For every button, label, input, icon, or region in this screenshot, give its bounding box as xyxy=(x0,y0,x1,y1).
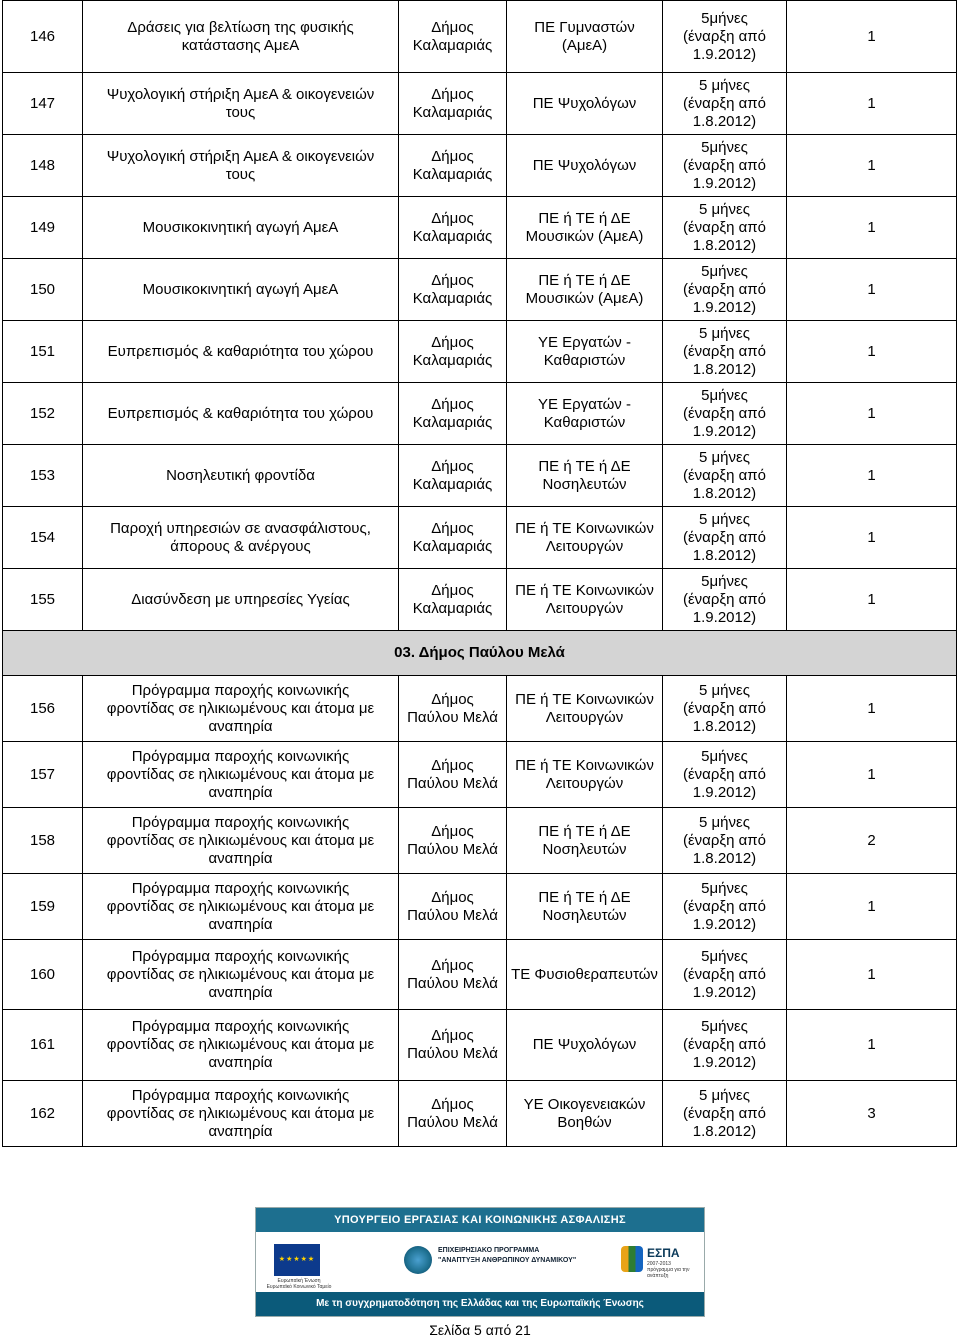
action-description: Πρόγραμμα παροχής κοινωνικής φροντίδας σε ηλικιωμένους και άτομα με αναπηρία xyxy=(83,808,399,874)
municipality: Δήμος Παύλου Μελά xyxy=(399,742,507,808)
positions-count: 1 xyxy=(787,197,957,259)
row-number: 158 xyxy=(3,808,83,874)
table-row xyxy=(3,321,957,383)
action-description: Πρόγραμμα παροχής κοινωνικής φροντίδας σε ηλικιωμένους και άτομα με αναπηρία xyxy=(83,874,399,940)
specialty: ΠΕ ή ΤΕ Κοινωνικών Λειτουργών xyxy=(507,507,663,569)
specialty: ΥΕ Οικογενειακών Βοηθών xyxy=(507,1081,663,1147)
positions-count: 1 xyxy=(787,445,957,507)
duration: 5 μήνες (έναρξη από 1.8.2012) xyxy=(663,445,787,507)
espa-name: ΕΣΠΑ xyxy=(647,1246,680,1260)
row-number: 146 xyxy=(3,1,83,73)
positions-count: 1 xyxy=(787,383,957,445)
row-number: 159 xyxy=(3,874,83,940)
table-body-pavlou-mela xyxy=(3,676,957,1147)
eu-flag-icon: ★★★★★ xyxy=(274,1244,320,1276)
row-number: 161 xyxy=(3,1010,83,1081)
table-row xyxy=(3,1,957,73)
row-number: 148 xyxy=(3,135,83,197)
specialty: ΠΕ Γυμναστών (ΑμεΑ) xyxy=(507,1,663,73)
positions-count: 1 xyxy=(787,874,957,940)
specialty: ΠΕ ή ΤΕ ή ΔΕ Νοσηλευτών xyxy=(507,808,663,874)
positions-count: 1 xyxy=(787,1,957,73)
table-row xyxy=(3,940,957,1010)
duration: 5μήνες (έναρξη από 1.9.2012) xyxy=(663,874,787,940)
specialty: ΠΕ ή ΤΕ ή ΔΕ Μουσικών (ΑμεΑ) xyxy=(507,197,663,259)
duration: 5 μήνες (έναρξη από 1.8.2012) xyxy=(663,197,787,259)
duration: 5 μήνες (έναρξη από 1.8.2012) xyxy=(663,676,787,742)
duration: 5 μήνες (έναρξη από 1.8.2012) xyxy=(663,321,787,383)
duration: 5μήνες (έναρξη από 1.9.2012) xyxy=(663,742,787,808)
action-description: Πρόγραμμα παροχής κοινωνικής φροντίδας σε ηλικιωμένους και άτομα με αναπηρία xyxy=(83,1010,399,1081)
positions-count: 1 xyxy=(787,676,957,742)
duration: 5μήνες (έναρξη από 1.9.2012) xyxy=(663,383,787,445)
section-header-body xyxy=(3,631,957,676)
action-description: Ευπρεπισμός & καθαριότητα του χώρου xyxy=(83,383,399,445)
funding-banner xyxy=(255,1207,705,1317)
specialty: ΠΕ ή ΤΕ ή ΔΕ Νοσηλευτών xyxy=(507,445,663,507)
action-description: Μουσικοκινητική αγωγή ΑμεΑ xyxy=(83,197,399,259)
specialty: ΠΕ Ψυχολόγων xyxy=(507,135,663,197)
table-row xyxy=(3,1081,957,1147)
table-row xyxy=(3,135,957,197)
action-description: Πρόγραμμα παροχής κοινωνικής φροντίδας σε ηλικιωμένους και άτομα με αναπηρία xyxy=(83,676,399,742)
cofunding-text: Με τη συγχρηματοδότηση της Ελλάδας και της Ευρωπαϊκής Ένωσης xyxy=(256,1292,704,1316)
positions-count: 1 xyxy=(787,507,957,569)
specialty: ΤΕ Φυσιοθεραπευτών xyxy=(507,940,663,1010)
municipality: Δήμος Καλαμαριάς xyxy=(399,507,507,569)
table-row xyxy=(3,507,957,569)
municipality: Δήμος Παύλου Μελά xyxy=(399,940,507,1010)
eu-caption: Ευρωπαϊκή Ένωση Ευρωπαϊκό Κοινωνικό Ταμείο xyxy=(266,1278,332,1290)
row-number: 155 xyxy=(3,569,83,631)
section-title: 03. Δήμος Παύλου Μελά xyxy=(3,631,957,676)
municipality: Δήμος Παύλου Μελά xyxy=(399,874,507,940)
action-description: Ψυχολογική στήριξη ΑμεΑ & οικογενειών τους xyxy=(83,73,399,135)
municipality: Δήμος Παύλου Μελά xyxy=(399,676,507,742)
espa-subtitle: 2007-2013 πρόγραμμα για την ανάπτυξη xyxy=(647,1261,690,1279)
action-description: Δράσεις για βελτίωση της φυσικής κατάστασης ΑμεΑ xyxy=(83,1,399,73)
row-number: 149 xyxy=(3,197,83,259)
table-row xyxy=(3,445,957,507)
table-row xyxy=(3,808,957,874)
municipality: Δήμος Καλαμαριάς xyxy=(399,73,507,135)
specialty: ΥΕ Εργατών - Καθαριστών xyxy=(507,321,663,383)
duration: 5 μήνες (έναρξη από 1.8.2012) xyxy=(663,73,787,135)
positions-count: 1 xyxy=(787,742,957,808)
row-number: 154 xyxy=(3,507,83,569)
specialty: ΠΕ Ψυχολόγων xyxy=(507,73,663,135)
action-description: Μουσικοκινητική αγωγή ΑμεΑ xyxy=(83,259,399,321)
positions-count: 3 xyxy=(787,1081,957,1147)
positions-count: 1 xyxy=(787,1010,957,1081)
duration: 5μήνες (έναρξη από 1.9.2012) xyxy=(663,1010,787,1081)
table-row xyxy=(3,569,957,631)
specialty: ΠΕ ή ΤΕ Κοινωνικών Λειτουργών xyxy=(507,676,663,742)
program-logo-icon xyxy=(404,1246,432,1274)
page-number: Σελίδα 5 από 21 xyxy=(429,1322,531,1338)
specialty: ΠΕ ή ΤΕ Κοινωνικών Λειτουργών xyxy=(507,742,663,808)
program-title: ΕΠΙΧΕΙΡΗΣΙΑΚΟ ΠΡΟΓΡΑΜΜΑ "ΑΝΑΠΤΥΞΗ ΑΝΘΡΩΠΙΝΟΥ ΔΥΝΑΜΙΚΟΥ" xyxy=(438,1247,577,1264)
action-description: Πρόγραμμα παροχής κοινωνικής φροντίδας σε ηλικιωμένους και άτομα με αναπηρία xyxy=(83,940,399,1010)
row-number: 153 xyxy=(3,445,83,507)
row-number: 150 xyxy=(3,259,83,321)
table-row xyxy=(3,1010,957,1081)
municipality: Δήμος Καλαμαριάς xyxy=(399,259,507,321)
positions-count: 1 xyxy=(787,569,957,631)
municipality: Δήμος Καλαμαριάς xyxy=(399,383,507,445)
action-description: Πρόγραμμα παροχής κοινωνικής φροντίδας σε ηλικιωμένους και άτομα με αναπηρία xyxy=(83,1081,399,1147)
specialty: ΠΕ Ψυχολόγων xyxy=(507,1010,663,1081)
duration: 5 μήνες (έναρξη από 1.8.2012) xyxy=(663,808,787,874)
positions-count: 1 xyxy=(787,135,957,197)
duration: 5μήνες (έναρξη από 1.9.2012) xyxy=(663,569,787,631)
action-description: Ψυχολογική στήριξη ΑμεΑ & οικογενειών τους xyxy=(83,135,399,197)
specialty: ΥΕ Εργατών - Καθαριστών xyxy=(507,383,663,445)
table-body-kalamaria xyxy=(3,1,957,631)
table-row xyxy=(3,383,957,445)
row-number: 162 xyxy=(3,1081,83,1147)
action-description: Διασύνδεση με υπηρεσίες Υγείας xyxy=(83,569,399,631)
specialty: ΠΕ ή ΤΕ ή ΔΕ Νοσηλευτών xyxy=(507,874,663,940)
duration: 5μήνες (έναρξη από 1.9.2012) xyxy=(663,940,787,1010)
action-description: Πρόγραμμα παροχής κοινωνικής φροντίδας σε ηλικιωμένους και άτομα με αναπηρία xyxy=(83,742,399,808)
positions-table xyxy=(2,0,957,1147)
table-row xyxy=(3,197,957,259)
positions-count: 1 xyxy=(787,940,957,1010)
municipality: Δήμος Καλαμαριάς xyxy=(399,445,507,507)
municipality: Δήμος Καλαμαριάς xyxy=(399,135,507,197)
duration: 5μήνες (έναρξη από 1.9.2012) xyxy=(663,1,787,73)
action-description: Παροχή υπηρεσιών σε ανασφάλιστους, άπορους & ανέργους xyxy=(83,507,399,569)
municipality: Δήμος Καλαμαριάς xyxy=(399,197,507,259)
action-description: Ευπρεπισμός & καθαριότητα του χώρου xyxy=(83,321,399,383)
table-row xyxy=(3,742,957,808)
row-number: 157 xyxy=(3,742,83,808)
table-row xyxy=(3,676,957,742)
positions-count: 2 xyxy=(787,808,957,874)
duration: 5 μήνες (έναρξη από 1.8.2012) xyxy=(663,507,787,569)
municipality: Δήμος Καλαμαριάς xyxy=(399,321,507,383)
duration: 5μήνες (έναρξη από 1.9.2012) xyxy=(663,259,787,321)
positions-count: 1 xyxy=(787,73,957,135)
espa-mark-icon xyxy=(621,1246,643,1272)
positions-count: 1 xyxy=(787,321,957,383)
positions-count: 1 xyxy=(787,259,957,321)
municipality: Δήμος Καλαμαριάς xyxy=(399,569,507,631)
municipality: Δήμος Παύλου Μελά xyxy=(399,808,507,874)
duration: 5 μήνες (έναρξη από 1.8.2012) xyxy=(663,1081,787,1147)
specialty: ΠΕ ή ΤΕ ή ΔΕ Μουσικών (ΑμεΑ) xyxy=(507,259,663,321)
municipality: Δήμος Παύλου Μελά xyxy=(399,1081,507,1147)
row-number: 147 xyxy=(3,73,83,135)
row-number: 156 xyxy=(3,676,83,742)
municipality: Δήμος Παύλου Μελά xyxy=(399,1010,507,1081)
table-row xyxy=(3,874,957,940)
table-row xyxy=(3,73,957,135)
row-number: 151 xyxy=(3,321,83,383)
section-header-row xyxy=(3,631,957,676)
row-number: 152 xyxy=(3,383,83,445)
espa-logo xyxy=(621,1244,693,1278)
logos-strip xyxy=(256,1232,704,1292)
duration: 5μήνες (έναρξη από 1.9.2012) xyxy=(663,135,787,197)
municipality: Δήμος Καλαμαριάς xyxy=(399,1,507,73)
ministry-title: ΥΠΟΥΡΓΕΙΟ ΕΡΓΑΣΙΑΣ ΚΑΙ ΚΟΙΝΩΝΙΚΗΣ ΑΣΦΑΛΙΣΗΣ xyxy=(256,1208,704,1232)
row-number: 160 xyxy=(3,940,83,1010)
table-row xyxy=(3,259,957,321)
action-description: Νοσηλευτική φροντίδα xyxy=(83,445,399,507)
specialty: ΠΕ ή ΤΕ Κοινωνικών Λειτουργών xyxy=(507,569,663,631)
